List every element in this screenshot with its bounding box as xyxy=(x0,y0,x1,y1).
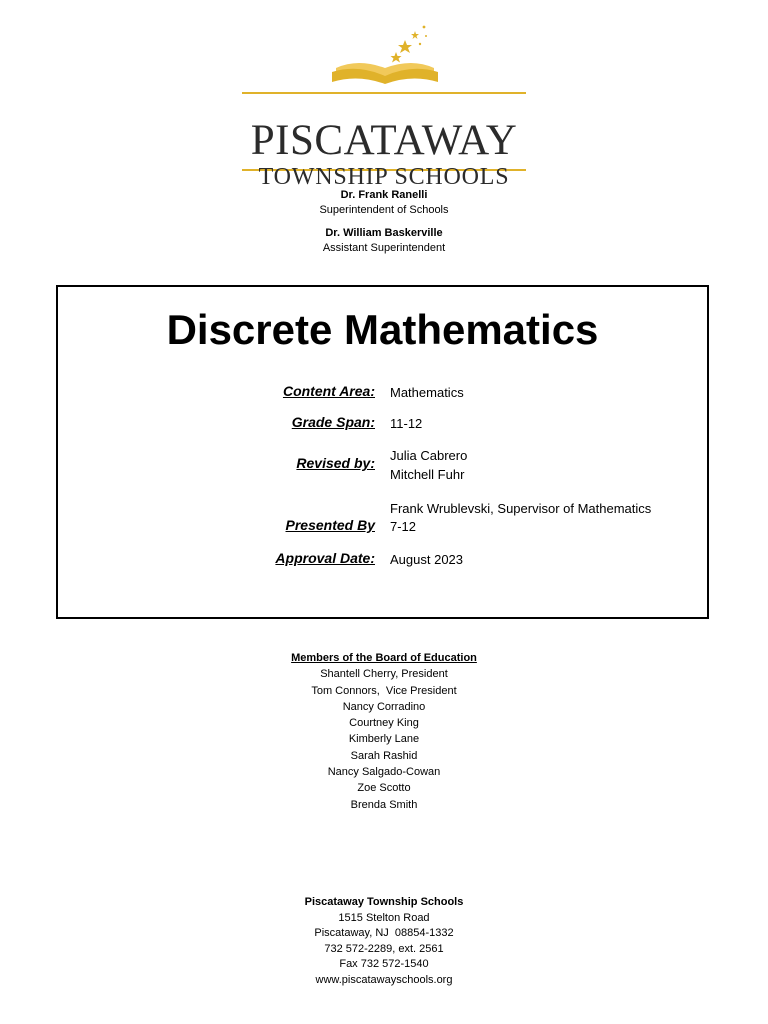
logo-wordmark-line2: TOWNSHIP SCHOOLS xyxy=(258,164,510,190)
assistant-superintendent-block xyxy=(0,226,768,256)
website-link[interactable]: www.piscatawayschools.org xyxy=(315,973,453,986)
fax-number: Fax 732 572-1540 xyxy=(339,958,429,971)
revised-by-value-2: Mitchell Fuhr xyxy=(390,467,465,482)
presented-by-label: Presented By xyxy=(285,517,375,533)
district-name: Piscataway Township Schools xyxy=(304,896,464,908)
assistant-superintendent-name: Dr. William Baskerville xyxy=(325,227,443,239)
presented-by-value-2: 7-12 xyxy=(390,519,417,534)
board-member: Tom Connors, Vice President xyxy=(311,684,457,697)
presented-by-value-1: Frank Wrublevski, Supervisor of Mathematics xyxy=(390,501,652,516)
phone-number: 732 572-2289, ext. 2561 xyxy=(324,942,444,955)
content-area-value: Mathematics xyxy=(390,385,464,400)
city-state-zip: Piscataway, NJ 08854-1332 xyxy=(314,927,454,940)
revised-by-label: Revised by: xyxy=(296,455,375,471)
grade-span-value: 11-12 xyxy=(390,416,423,431)
course-info-box xyxy=(56,285,709,619)
district-logo xyxy=(240,24,530,190)
board-of-education xyxy=(0,650,768,813)
approval-date-label: Approval Date: xyxy=(275,550,375,566)
board-member: Nancy Salgado-Cowan xyxy=(327,766,441,779)
board-member: Courtney King xyxy=(349,717,419,730)
board-member: Kimberly Lane xyxy=(348,733,420,746)
superintendent-title: Superintendent of Schools xyxy=(319,204,449,216)
board-member: Brenda Smith xyxy=(350,798,418,811)
assistant-superintendent-title: Assistant Superintendent xyxy=(322,242,446,254)
content-area-label: Content Area: xyxy=(282,383,375,399)
revised-by-value-1: Julia Cabrero xyxy=(390,448,468,463)
board-member: Sarah Rashid xyxy=(350,749,418,762)
superintendent-name: Dr. Frank Ranelli xyxy=(340,189,428,201)
board-member: Shantell Cherry, President xyxy=(320,668,448,681)
street-address: 1515 Stelton Road xyxy=(338,911,430,924)
superintendent-block xyxy=(0,188,768,218)
board-heading: Members of the Board of Education xyxy=(291,652,477,664)
logo-wordmark-line1: PISCATAWAY xyxy=(250,117,518,164)
district-address xyxy=(0,895,768,989)
board-member: Nancy Corradino xyxy=(342,700,426,713)
course-title: Discrete Mathematics xyxy=(166,306,599,353)
board-member: Zoe Scotto xyxy=(357,782,411,795)
grade-span-label: Grade Span: xyxy=(291,414,375,430)
approval-date-value: August 2023 xyxy=(390,552,464,567)
